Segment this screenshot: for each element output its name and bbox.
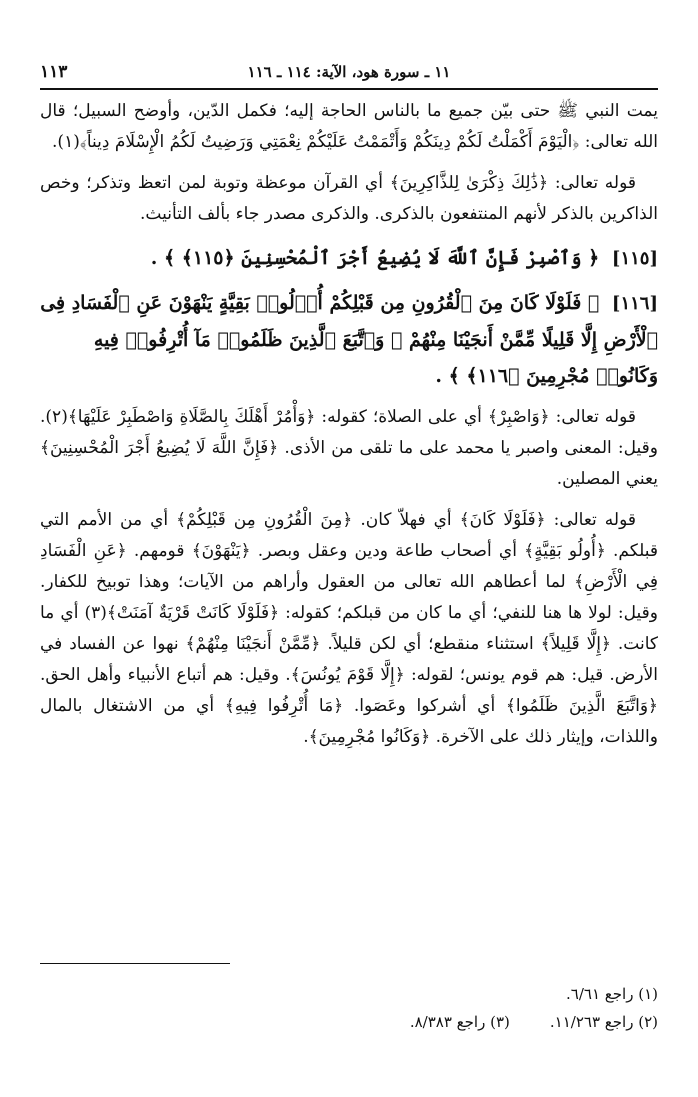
paragraph: يمت النبي ﷺ حتى بيّن جميع ما بالناس الحاجة إليه؛ فكمل الدّين، وأوضح السبيل؛ قال الله تعالى: ﴿الْيَوْمَ أَكْمَلْتُ لَكُمْ دِينَكُمْ وَأَتْمَمْتُ عَلَيْكُمْ نِعْمَتِي وَرَضِيتُ لَكُمُ الْإِسْلَامَ دِيناً﴾(١). (40, 101, 658, 152)
footnote: (٣) راجع ٨/٣٨٣. (409, 1013, 510, 1031)
footnote: (١) راجع ٦/٦١. (566, 985, 658, 1003)
verse-number: [١١٥] (611, 248, 658, 269)
footnote-rule (40, 963, 230, 964)
header-rule (40, 88, 658, 90)
verse-text: ﴿ فَلَوْلَا كَانَ مِنَ ٱلْقُرُونِ مِن قَبْلِكُمْ أُو۟لُوا۟ بَقِيَّةٍ يَنْهَوْنَ عَنِ ٱلْفَسَادِ فِى ٱلْأَرْضِ إِلَّا قَلِيلًا مِّمَّنْ أَنجَيْنَا مِنْهُمْ ۗ وَٱتَّبَعَ ٱلَّذِينَ ظَلَمُوا۟ مَآ أُتْرِفُوا۟ فِيهِ وَكَانُوا۟ مُجْرِمِينَ ﴿١١٦﴾ ﴾ . (40, 292, 658, 387)
page-header (40, 58, 658, 86)
verse-number: [١١٦] (611, 293, 658, 314)
footnote: (٢) راجع ١١/٢٦٣. (549, 1013, 658, 1031)
footnote-line (40, 980, 658, 1008)
paragraph: قوله تعالى: ﴿ذَٰلِكَ ذِكْرَىٰ لِلذَّاكِرِينَ﴾ أي القرآن موعظة وتوبة لمن اتعظ وتذكر؛ وخص الذاكرين بالذكر لأنهم المنتفعون بالذكرى. والذكرى مصدر جاء بألف التأنيث. (40, 173, 658, 224)
page-body (40, 96, 658, 763)
running-title: ١١ ـ سورة هود، الآية: ١١٤ ـ ١١٦ (247, 63, 451, 81)
footnotes (40, 980, 658, 1036)
verse-115 (40, 240, 658, 277)
footnote-line (40, 1008, 658, 1036)
commentary-paragraph: قوله تعالى: ﴿وَاصْبِرْ﴾ أي على الصلاة؛ كقوله: ﴿وَأْمُرْ أَهْلَكَ بِالصَّلَاةِ وَاصْطَبِرْ عَلَيْهَا﴾(٢). وقيل: المعنى واصبر يا محمد على ما تلقى من الأذى. ﴿فَإِنَّ اللَّهَ لَا يُضِيعُ أَجْرَ الْمُحْسِنِينَ﴾ يعني المصلين. (40, 407, 658, 489)
commentary-paragraph: قوله تعالى: ﴿فَلَوْلَا كَانَ﴾ أي فهلاّ كان. ﴿مِنَ الْقُرُونِ مِن قَبْلِكُمْ﴾ أي من الأمم التي قبلكم. ﴿أُولُو بَقِيَّةٍ﴾ أي أصحاب طاعة ودين وعقل وبصر. ﴿يَنْهَوْنَ﴾ قومهم. ﴿عَنِ الْفَسَادِ فِي الْأَرْضِ﴾ لما أعطاهم الله تعالى من العقول وأراهم من الآيات؛ وهذا توبيخ للكفار. وقيل: لولا ها هنا للنفي؛ أي ما كان من قبلكم؛ كقوله: ﴿فَلَوْلَا كَانَتْ قَرْيَةٌ آمَنَتْ﴾(٣) أي ما كانت. ﴿إِلَّا قَلِيلاً﴾ استثناء منقطع؛ أي لكن قليلاً. ﴿مِّمَّنْ أَنجَيْنَا مِنْهُمْ﴾ نهوا عن الفساد في الأرض. قيل: هم قوم يونس؛ لقوله: ﴿إِلَّا قَوْمَ يُونُسَ﴾. وقيل: هم أتباع الأنبياء وأهل الحق. ﴿وَاتَّبَعَ الَّذِينَ ظَلَمُوا﴾ أي أشركوا وعَصَوا. ﴿مَا أُتْرِفُوا فِيهِ﴾ أي من الاشتغال بالمال واللذات، وإيثار ذلك على الآخرة. ﴿وَكَانُوا مُجْرِمِينَ﴾. (40, 510, 658, 747)
verse-116 (40, 285, 658, 394)
verse-text: ﴿ وَٱصْبِرْ فَإِنَّ ٱللَّهَ لَا يُضِيعُ أَجْرَ ٱلْمُحْسِنِينَ ﴿١١٥﴾ ﴾ . (150, 247, 600, 269)
page-number: ١١٣ (40, 62, 68, 82)
